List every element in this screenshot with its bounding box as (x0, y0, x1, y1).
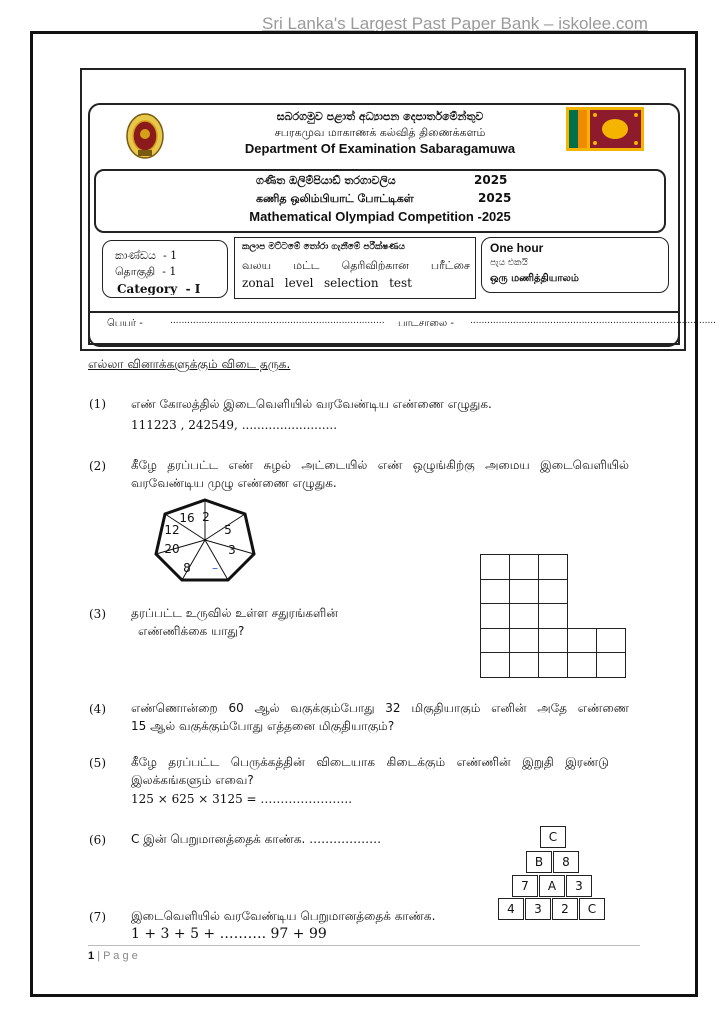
wheel-value: 12 (164, 523, 180, 537)
comp-english: Mathematical Olympiad Competition -2025 (249, 209, 511, 224)
q5-expression: 125 × 625 × 3125 = ………………….. (131, 792, 353, 806)
wheel-blank: – (212, 561, 218, 575)
q6-text: C இன் பெறுமானத்தைக் காண்க. ……………… (131, 832, 382, 846)
sri-lanka-flag-icon (566, 107, 644, 151)
wheel-value: 20 (164, 542, 180, 556)
q4-number: (4) (89, 702, 106, 716)
q7-text: இடைவெளியில் வரவேண்டிய பெறுமானத்தைக் காண்க. (131, 909, 436, 923)
comp-tamil: கணித ஒலிம்பியாட் போட்டிகள் (256, 192, 414, 205)
duration-english: One hour (490, 241, 544, 255)
duration-sinhala: පැය එකයි (490, 258, 528, 268)
q7-number: (7) (89, 910, 106, 924)
number-wheel-figure (150, 494, 260, 586)
dept-tamil: சபரகமுவ மாகாணக் கல்வித் திணைக்களம் (274, 126, 486, 139)
wheel-value: 16 (179, 511, 195, 525)
pyramid-cell: 3 (566, 875, 592, 897)
pyramid-cell: 2 (552, 898, 578, 920)
comp-year-2: 2025 (478, 191, 512, 205)
grid-square (538, 579, 568, 605)
pyramid-cell: C (579, 898, 605, 920)
wheel-value: 3 (228, 543, 236, 557)
sri-lanka-emblem-icon (124, 110, 166, 160)
grid-square (538, 628, 568, 654)
q1-sequence: 111223 , 242549, ......................... (131, 418, 338, 432)
watermark: Sri Lanka's Largest Past Paper Bank – iskolee.com (262, 14, 648, 33)
grid-square (480, 628, 510, 654)
q3-text-line1: தரப்பட்ட உருவில் உள்ள சதுரங்களின் (131, 606, 338, 620)
exam-english: zonal level selection test (242, 276, 412, 290)
name-field[interactable]: ........................................................................... (170, 316, 385, 326)
duration-tamil: ஒரு மணித்தியாலம் (490, 273, 579, 284)
comp-year-1: 2025 (474, 173, 508, 187)
grid-square (596, 628, 626, 654)
page-number: 1 (88, 950, 95, 962)
grid-square (509, 652, 539, 678)
name-label: பெயர் - (107, 318, 143, 329)
instruction: எல்லா வினாக்களுக்கும் விடை தருக. (88, 357, 291, 371)
q7-expression: 1 + 3 + 5 + ………. 97 + 99 (131, 926, 327, 942)
q2-text-line2: வரவேண்டிய முழு எண்ணை எழுதுக. (131, 476, 337, 490)
grid-square (538, 554, 568, 580)
q1-number: (1) (89, 397, 106, 411)
q4-text-line2: 15 ஆல் வகுக்கும்போது எத்தனை மிகுதியாகும்? (131, 719, 395, 733)
grid-square (480, 579, 510, 605)
dept-english: Department Of Examination Sabaragamuwa (244, 141, 516, 156)
school-field[interactable]: ...................................................................................... (470, 316, 717, 326)
grid-square (509, 579, 539, 605)
category-tamil: தொகுதி - 1 (115, 265, 177, 278)
q5-number: (5) (89, 756, 106, 770)
pyramid-cell: 7 (512, 875, 538, 897)
page-footer (88, 950, 138, 962)
q4-text-line1: எண்ணொன்றை 60 ஆல் வகுக்கும்போது 32 மிகுதியாகும் எனின் அதே எண்ணை (131, 701, 629, 715)
footer-divider (88, 945, 640, 946)
q3-text-line2: எண்ணிக்கை யாது? (138, 624, 245, 638)
q6-number: (6) (89, 833, 106, 847)
squares-figure (480, 554, 630, 679)
dept-sinhala: සබරගමුව පළාත් අධ්‍යාපන දෙපාර්තමේන්තුව (276, 110, 484, 123)
grid-square (509, 603, 539, 629)
q1-text: எண் கோலத்தில் இடைவெளியில் வரவேண்டிய எண்ணை எழுதுக. (131, 397, 492, 411)
grid-square (480, 603, 510, 629)
exam-sinhala: කලාප මට්ටමේ තෝරා ගැනීමේ පරීක්ෂණය (242, 242, 405, 252)
wheel-value: 5 (224, 523, 232, 537)
number-pyramid-figure (496, 826, 608, 922)
pyramid-cell: 4 (498, 898, 524, 920)
exam-tamil: வலய மட்ட தெரிவிற்கான பரீட்சை (242, 259, 470, 272)
q2-number: (2) (89, 459, 106, 473)
page-label: | P a g e (97, 950, 138, 962)
comp-sinhala: ගණිත ඔලිම්පියාඩ් තරගාවලිය (256, 174, 396, 187)
pyramid-cell: A (539, 875, 565, 897)
category-sinhala: කාණ්ඩය - 1 (115, 249, 178, 262)
q3-number: (3) (89, 607, 106, 621)
grid-square (480, 554, 510, 580)
grid-square (567, 628, 597, 654)
school-label: பாடசாலை - (398, 318, 454, 329)
grid-square (567, 652, 597, 678)
pyramid-cell: 8 (553, 851, 579, 873)
category-english: Category - I (117, 282, 201, 295)
q5-text-line1: கீழே தரப்பட்ட பெருக்கத்தின் விடையாக கிடைக்கும் எண்ணின் இறுதி இரண்டு (131, 755, 609, 769)
pyramid-cell: 3 (525, 898, 551, 920)
pyramid-cell: B (526, 851, 552, 873)
grid-square (538, 652, 568, 678)
q2-text-line1: கீழே தரப்பட்ட எண் சுழல் அட்டையில் எண் ஒழுங்கிற்கு அமைய இடைவெளியில் (131, 458, 629, 472)
wheel-value: 2 (202, 510, 210, 524)
grid-square (509, 554, 539, 580)
grid-square (480, 652, 510, 678)
grid-square (596, 652, 626, 678)
q5-text-line2: இலக்கங்களும் எவை? (131, 773, 254, 787)
grid-square (509, 628, 539, 654)
pyramid-cell: C (540, 826, 566, 848)
wheel-value: 8 (183, 561, 191, 575)
grid-square (538, 603, 568, 629)
